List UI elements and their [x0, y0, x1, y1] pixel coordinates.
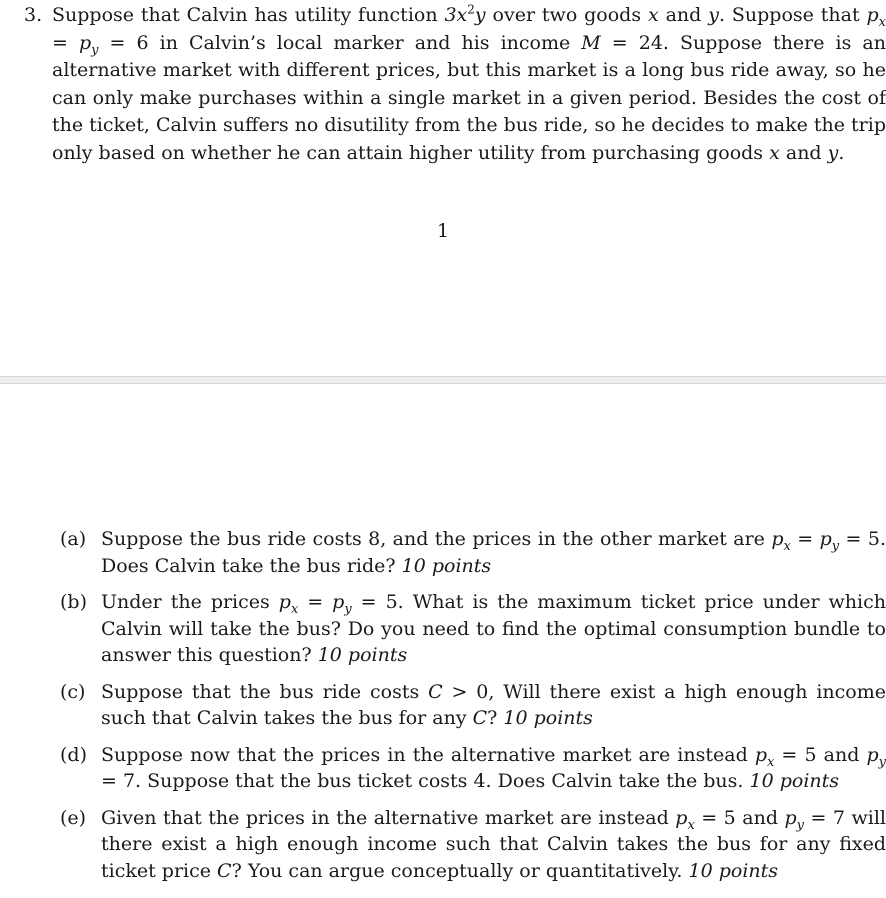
math-symbol: M [581, 31, 601, 54]
math-symbol: y [474, 4, 486, 26]
document-page-2 [0, 384, 886, 898]
math-symbol: p [819, 528, 832, 550]
problem-statement [52, 2, 886, 168]
subquestion-label: (a) [60, 528, 87, 550]
text-run: = [790, 528, 820, 550]
text-run: ? You can argue conceptually or quantitatively. [231, 859, 689, 882]
subquestion-d [60, 742, 886, 795]
subquestion-b [60, 589, 886, 669]
math-subscript: y [831, 538, 840, 554]
math-symbol: p [866, 4, 879, 26]
text-run: and [658, 4, 709, 26]
text-run: = 7 will there exist a high enough income such that Calvin takes the bus for any fixed ticket price [101, 806, 886, 882]
text-run: over two goods [485, 4, 648, 26]
math-symbol: y [708, 4, 719, 26]
text-run: = 7. Suppose that the bus ticket costs 4. Does Calvin take the bus. [101, 770, 750, 792]
math-symbol: p [771, 528, 784, 550]
problem-3 [24, 2, 886, 168]
problem-number: 3. [24, 4, 43, 26]
text-run: Given that the prices in the alternative market are instead [101, 806, 676, 829]
subquestion-points: 10 points [317, 644, 408, 666]
math-symbol: C [217, 859, 232, 882]
math-subscript: y [796, 817, 805, 833]
math-symbol: p [866, 743, 879, 766]
text-run: = 5. Does Calvin take the bus ride? [101, 528, 886, 577]
text-run: Suppose that Calvin has utility function [52, 4, 445, 26]
subquestion-text [101, 591, 886, 666]
text-run: = 5. What is the maximum ticket price under which Calvin will take the bus? Do you need to find the optimal consumption bundle to answer this question? [101, 591, 886, 666]
subquestion-points: 10 points [401, 554, 492, 577]
math-symbol: p [332, 591, 345, 613]
text-run: = [298, 591, 333, 613]
math-subscript: y [91, 42, 99, 58]
subquestion-label: (e) [60, 806, 87, 829]
page-number: 1 [436, 220, 450, 242]
subquestion-points: 10 points [749, 770, 840, 792]
page-separator [0, 376, 886, 384]
subquestion-label: (b) [60, 591, 87, 613]
text-run: = 5 and [694, 806, 785, 829]
text-run: Under the prices [101, 591, 279, 613]
math-subscript: x [767, 754, 775, 770]
math-superscript: 2 [467, 2, 475, 17]
math-symbol: p [278, 591, 291, 613]
text-run: Suppose now that the prices in the alternative market are instead [101, 743, 755, 766]
math-symbol: p [78, 31, 92, 54]
text-run: = [52, 31, 79, 54]
math-subscript: y [344, 601, 352, 617]
document-page-1 [0, 0, 886, 376]
subquestion-c [60, 679, 886, 732]
text-run: . Suppose that [718, 4, 867, 26]
subquestion-e [60, 805, 886, 885]
text-run: . [838, 141, 845, 164]
math-symbol: y [827, 141, 839, 164]
text-run: = 6 in Calvin’s local marker and his income [98, 31, 582, 54]
subquestion-points: 10 points [503, 707, 593, 729]
math-subscript: y [878, 754, 886, 770]
subquestion-list [60, 526, 886, 894]
text-run: Suppose that the bus ride costs [101, 680, 429, 703]
math-symbol: C [428, 680, 443, 703]
text-run: = 24. Suppose there is an alternative market with different prices, but this market is a long bus ride away, so he can only make purchases within a single market in a given period. Besides the cost of the ticket, Calvin suffers no disutility from the bus ride, so he decides to make the trip only based on whether he can attain higher utility from purchasing goods [52, 31, 886, 164]
math-subscript: x [878, 14, 886, 30]
math-subscript: x [783, 538, 791, 554]
math-symbol: p [675, 806, 688, 829]
math-symbol: x [647, 4, 659, 26]
text-run: > 0, Will there exist a high enough income such that Calvin takes the bus for any [101, 680, 886, 729]
subquestion-text [101, 681, 886, 730]
subquestion-points: 10 points [688, 859, 779, 882]
math-subscript: x [687, 817, 695, 833]
math-symbol: 3x [444, 4, 468, 26]
math-symbol: x [769, 141, 780, 164]
math-symbol: C [472, 707, 488, 729]
text-run: ? [487, 707, 504, 729]
subquestion-label: (c) [60, 680, 86, 703]
math-subscript: x [290, 601, 299, 617]
subquestion-label: (d) [60, 743, 87, 766]
subquestion-text [101, 528, 886, 577]
text-run: = 5 and [774, 743, 867, 766]
math-symbol: p [754, 743, 767, 766]
math-symbol: p [784, 806, 797, 829]
text-run: and [779, 141, 828, 164]
subquestion-a [60, 526, 886, 579]
text-run: Suppose the bus ride costs 8, and the prices in the other market are [101, 528, 772, 550]
